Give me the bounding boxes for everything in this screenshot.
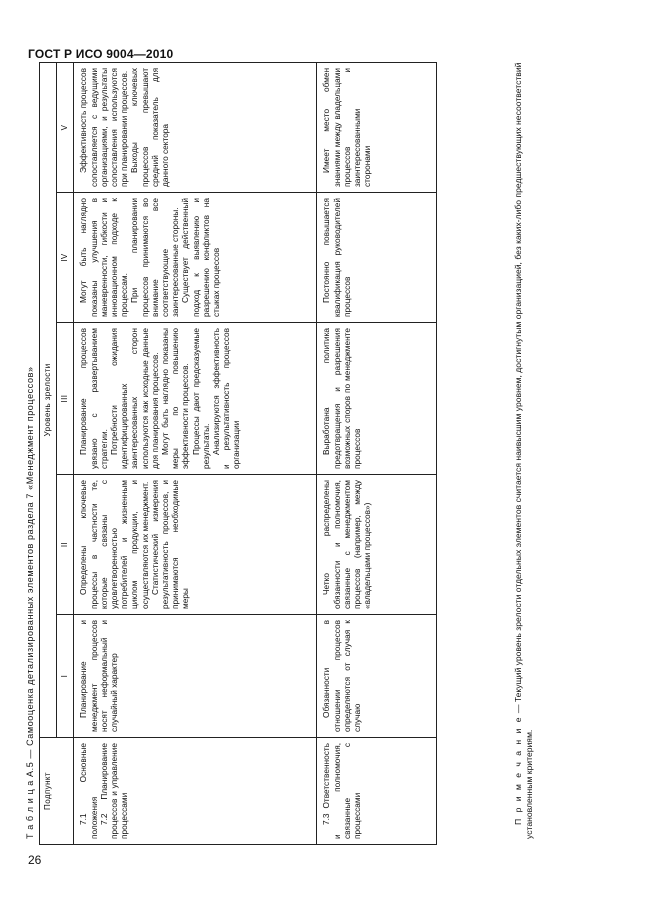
paragraph: Могут быть наглядно показаны улучшения в маневренности, гибкости и инновационном подходе к процессам. [78, 198, 130, 317]
level-4-cell [317, 193, 437, 323]
table-header-row [40, 62, 57, 844]
level-3-cell [317, 323, 437, 475]
header-level-2: II [57, 475, 74, 615]
paragraph: Могут быть наглядно показаны меры по повышению эффективности процессов. [160, 328, 191, 469]
paragraph: Обязанности в отношении процессов определяются от случая к случаю [321, 620, 363, 732]
paragraph: Эффективность процессов сопоставляется с ведущими организациями, и результаты сопоставления используются при планировании процессов. [78, 67, 130, 187]
level-2-cell [317, 475, 437, 615]
header-level-3: III [57, 323, 74, 475]
header-level-4: IV [57, 193, 74, 323]
rotated-table-area [25, 34, 570, 847]
level-5-cell [74, 62, 317, 192]
header-level-5: V [57, 62, 74, 192]
note-label: П р и м е ч а н и е [513, 715, 523, 825]
header-level-1: I [57, 615, 74, 738]
paragraph: Постоянно повышается квалификация руководителей процессов [321, 198, 352, 317]
paragraph: Потребности ожидания идентифицированных заинтересованных сторон используются как исходные данные для планирования процессов. [109, 328, 160, 469]
level-3-cell [74, 323, 317, 475]
paragraph: Четко распределены обязанности и полномочия, связанные с менеджментом процессов (например, между «владельцами процессов») [321, 480, 373, 609]
header-maturity: Уровень зрелости [40, 62, 57, 737]
note-text: — Текущий уровень зрелости отдельных элементов считается наивысшим уровнем, достигнутым организацией, без каких-либо предшествующих несоответствий установленным критериям. [513, 62, 534, 839]
paragraph: При планировании процессов принимаются во внимание все соответствующие заинтересованные стороны. [129, 198, 181, 317]
header-subclause: Подпункт [40, 738, 74, 845]
table-row [317, 62, 437, 844]
paragraph: Анализируются эффективность и результативность процессов организации [211, 328, 242, 469]
level-4-cell [74, 193, 317, 323]
paragraph: Выработана политика предотвращения и разрешения возможных споров по менеджменте процессов [321, 328, 363, 469]
level-5-cell [317, 62, 437, 192]
subclause-cell [317, 738, 437, 845]
maturity-table [39, 62, 437, 845]
paragraph: Процессы дают предсказуемые результаты. [190, 328, 211, 469]
paragraph: 7.2 Планирование процессов и управление процессами [98, 743, 130, 839]
paragraph: Имеет место обмен знаниями между владельцами процессов и заинтересованными сторонами [321, 67, 373, 187]
page-number: 26 [28, 853, 42, 867]
table-note [513, 49, 535, 839]
level-2-cell [74, 475, 317, 615]
table-caption: Т а б л и ц а А.5 — Самооценка детализированных элементов раздела 7 «Менеджмент процессов» [25, 366, 35, 839]
paragraph: 7.3 Ответственность и полномочия, связанные с процессами [321, 743, 363, 839]
paragraph: Статистический измерения результативность процессов, и принимаются необходимые меры [149, 480, 191, 609]
level-1-cell [74, 615, 317, 738]
paragraph: Выходы ключевых процессов превышают средний показатель для данного сектора [129, 67, 171, 187]
paragraph: Планирование и менеджмент процессов носят неформальный и случайный характер [78, 620, 120, 732]
paragraph: Планирование процессов увязано с развертыванием стратегии. [78, 328, 109, 469]
table-row [74, 62, 317, 844]
level-1-cell [317, 615, 437, 738]
table-level-row [57, 62, 74, 844]
subclause-cell [74, 738, 317, 845]
document-header: ГОСТ Р ИСО 9004—2010 [28, 47, 174, 61]
paragraph: Определены ключевые процессы в частности те, которые связаны с удовлетворенностью потребителей и жизненным циклом продукции, и осуществляются их менеджмент. [78, 480, 150, 609]
paragraph: Существует действенный подход к выявлению и разрешению конфликтов на стыках процессов [180, 198, 222, 317]
paragraph: 7.1 Основные положения [78, 743, 99, 839]
